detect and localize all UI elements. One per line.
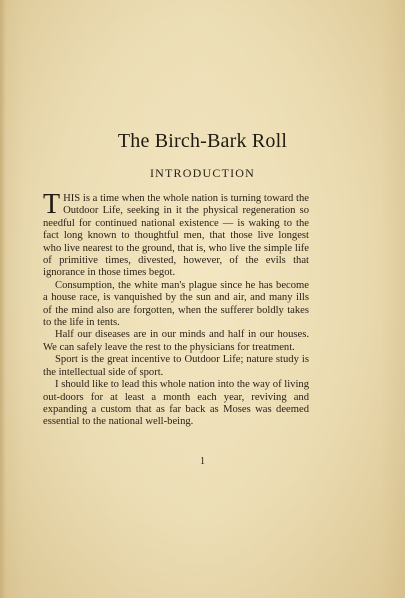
paragraph-4: Sport is the great incentive to Outdoor Life; nature study is the intellectual side of sport. — [43, 354, 309, 378]
page-number: 1 — [200, 456, 205, 467]
drop-cap: T — [43, 189, 61, 220]
paragraph-2: Consumption, the white man's plague since he has become a house race, is vanquished by the sun and air, and many ills of the mind also are forgotten, when the sufferer boldly takes to the life in tents. — [43, 279, 309, 329]
section-heading: INTRODUCTION — [149, 166, 256, 180]
chapter-title: The Birch-Bark Roll — [117, 130, 288, 152]
paragraph-3: Half our diseases are in our minds and half in our houses. We can safely leave the rest to the physicians for treatment. — [43, 329, 309, 353]
page-edge-shadow — [0, 0, 6, 598]
body-text — [43, 189, 309, 429]
paragraph-1 — [43, 189, 309, 280]
paragraph-1-text: HIS is a time when the whole nation is turning toward the Outdoor Life, seeking in it the physical regeneration so needful for continued national existence — is waking to the fact long known to thoughtful men, that those live longest who live nearest to the ground, that is, who live the simple life of primitive times, divested, however, of the evils that ignorance in those times begot. — [43, 193, 309, 279]
paragraph-5: I should like to lead this whole nation into the way of living out-doors for at least a month each year, reviving and expanding a custom that as far back as Moses was deemed essential to the national well-being. — [43, 379, 309, 428]
